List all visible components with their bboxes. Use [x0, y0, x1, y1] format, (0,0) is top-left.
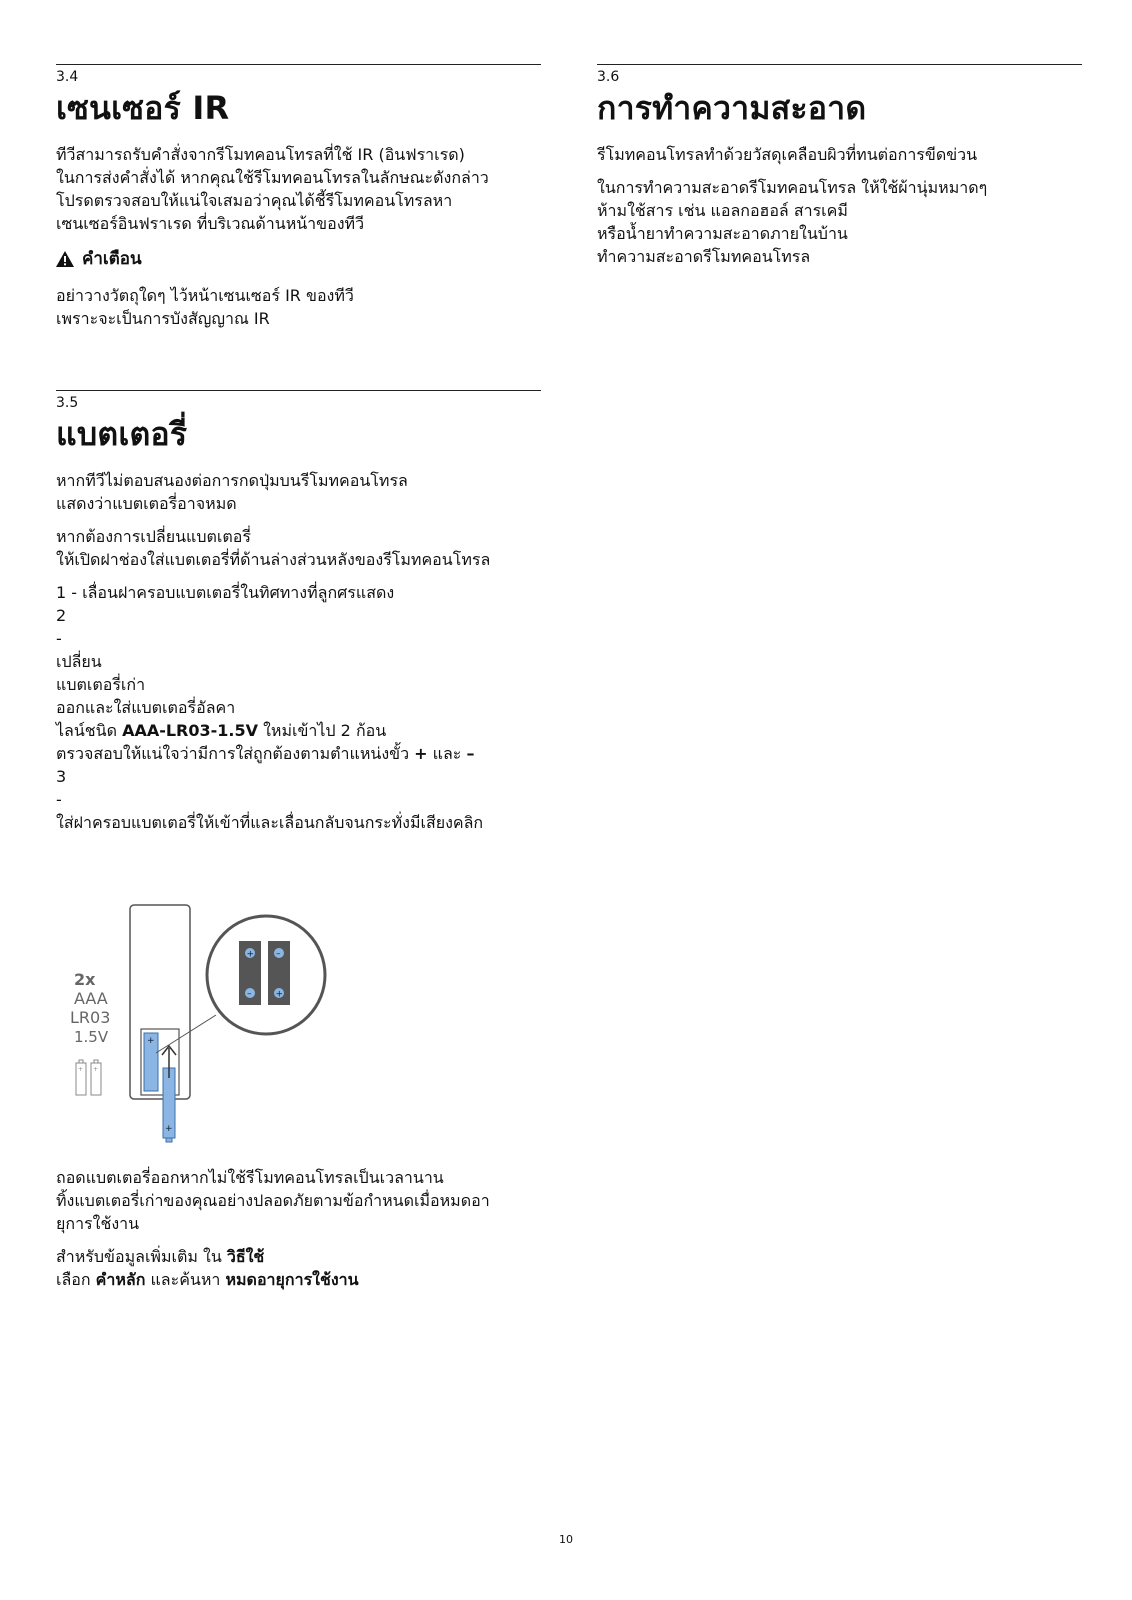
step-2-battery-type	[56, 719, 541, 742]
battery-paragraph-1	[56, 469, 541, 515]
battery-steps	[56, 581, 541, 834]
battery-model: AAA-LR03-1.5V	[122, 721, 258, 740]
minus-symbol: –	[466, 744, 475, 763]
battery-polarity-zoom-icon	[207, 916, 325, 1034]
more-info-line-2	[56, 1268, 541, 1291]
step-2-line: เปลี่ยน	[56, 652, 102, 671]
text-line: อย่าวางวัตถุใดๆ ไว้หน้าเซนเซอร์ IR ของทีวี	[56, 286, 354, 305]
svg-text:+: +	[165, 1124, 173, 1134]
disposal-paragraph	[56, 1166, 541, 1235]
more-info-line-1	[56, 1245, 541, 1268]
text-line: เซนเซอร์อินฟราเรด ที่บริเวณด้านหน้าของทีวี	[56, 214, 365, 233]
help-keyword: วิธีใช้	[226, 1247, 265, 1266]
svg-text:+: +	[93, 1066, 99, 1073]
text-run: ไลน์ชนิด	[56, 721, 123, 740]
text-line: ให้เปิดฝาช่องใส่แบตเตอรี่ที่ด้านล่างส่วนหลังของรีโมทคอนโทรล	[56, 550, 491, 569]
battery-disposal-section	[56, 1166, 541, 1301]
text-line: ในการส่งคำสั่งได้ หากคุณใช้รีโมทคอนโทรลในลักษณะดังกล่าว	[56, 168, 489, 187]
section-divider	[597, 64, 1082, 65]
text-line: หรือน้ำยาทำความสะอาดภายในบ้าน	[597, 224, 848, 243]
step-2-line: แบตเตอรี่เก่า	[56, 675, 146, 694]
text-line: โปรดตรวจสอบให้แน่ใจเสมอว่าคุณได้ชี้รีโมทคอนโทรลหา	[56, 191, 453, 210]
step-2-number: 2	[56, 606, 67, 625]
text-run: สำหรับข้อมูลเพิ่มเติม ใน	[56, 1247, 227, 1266]
text-line: ทีวีสามารถรับคำสั่งจากรีโมทคอนโทรลที่ใช้ IR (อินฟราเรด)	[56, 145, 465, 164]
small-batteries-icon	[76, 1060, 101, 1095]
section-number: 3.4	[56, 69, 79, 85]
section-title: การทำความสะอาด	[597, 89, 867, 127]
text-line: หากต้องการเปลี่ยนแบตเตอรี่	[56, 527, 251, 546]
text-run: ตรวจสอบให้แน่ใจว่ามีการใส่ถูกต้องตามตำแหน่งขั้ว	[56, 744, 415, 763]
plus-symbol: +	[414, 744, 428, 763]
section-cleaning	[597, 64, 1082, 278]
step-3-dash: -	[56, 790, 62, 809]
text-run: เลือก	[56, 1270, 96, 1289]
warning-paragraph	[56, 284, 541, 330]
text-line: ถอดแบตเตอรี่ออกหากไม่ใช้รีโมทคอนโทรลเป็นเวลานาน	[56, 1168, 444, 1187]
section-divider	[56, 64, 541, 65]
warning-title: คำเตือน	[82, 249, 142, 269]
more-info-paragraph	[56, 1245, 541, 1291]
text-line: แสดงว่าแบตเตอรี่อาจหมด	[56, 494, 237, 513]
svg-text:+: +	[147, 1036, 155, 1046]
text-line: ในการทำความสะอาดรีโมทคอนโทรล ให้ใช้ผ้านุ่มหมาดๆ	[597, 178, 988, 197]
svg-text:+: +	[246, 949, 255, 960]
text-run: และค้นหา	[145, 1270, 226, 1289]
text-line: ทิ้งแบตเตอรี่เก่าของคุณอย่างปลอดภัยตามข้อกำหนดเมื่อหมดอา	[56, 1191, 490, 1210]
cleaning-paragraph-1	[597, 143, 1082, 166]
illus-code-label: LR03	[70, 1008, 111, 1027]
text-line: เพราะจะเป็นการบังสัญญาณ IR	[56, 309, 270, 328]
illus-voltage-label: 1.5V	[74, 1028, 109, 1046]
keywords-term: คำหลัก	[95, 1270, 146, 1289]
step-3-number: 3	[56, 767, 67, 786]
svg-text:–: –	[247, 989, 252, 999]
illus-type-label: AAA	[74, 989, 108, 1008]
step-2-line: ออกและใส่แบตเตอรี่อัลคา	[56, 698, 236, 717]
text-line: ยุการใช้งาน	[56, 1214, 140, 1233]
text-line: รีโมทคอนโทรลทำด้วยวัสดุเคลือบผิวที่ทนต่อการขีดข่วน	[597, 145, 978, 164]
text-line: ห้ามใช้สาร เช่น แอลกอฮอล์ สารเคมี	[597, 201, 848, 220]
remote-back-icon	[130, 905, 216, 1142]
section-ir-sensor	[56, 64, 541, 340]
cleaning-paragraph-2	[597, 176, 1082, 268]
section-title: เซนเซอร์ IR	[56, 89, 230, 127]
ir-body-paragraph	[56, 143, 541, 235]
step-3-text: ใส่ฝาครอบแบตเตอรี่ให้เข้าที่และเลื่อนกลับจนกระทั่งมีเสียงคลิก	[56, 813, 484, 832]
illus-qty-label: 2x	[74, 970, 96, 989]
step-1: 1 - เลื่อนฝาครอบแบตเตอรี่ในทิศทางที่ลูกศรแสดง	[56, 583, 395, 602]
battery-replacement-illustration	[56, 903, 356, 1148]
warning-triangle-icon	[56, 251, 74, 267]
section-number: 3.5	[56, 395, 79, 411]
section-batteries	[56, 390, 541, 844]
text-line: หากทีวีไม่ตอบสนองต่อการกดปุ่มบนรีโมทคอนโทรล	[56, 471, 408, 490]
svg-text:+: +	[78, 1066, 84, 1073]
section-number: 3.6	[597, 69, 620, 85]
end-of-use-term: หมดอายุการใช้งาน	[225, 1270, 359, 1289]
page-number: 10	[559, 1533, 573, 1546]
warning-heading	[56, 245, 541, 272]
text-run: และ	[427, 744, 467, 763]
step-2-polarity	[56, 742, 541, 765]
svg-text:–: –	[276, 949, 281, 959]
step-2-dash: -	[56, 629, 62, 648]
text-line: ทำความสะอาดรีโมทคอนโทรล	[597, 247, 811, 266]
section-divider	[56, 390, 541, 391]
section-title: แบตเตอรี่	[56, 415, 188, 453]
text-run: ใหม่เข้าไป 2 ก้อน	[258, 721, 387, 740]
svg-text:+: +	[275, 989, 284, 1000]
battery-paragraph-2	[56, 525, 541, 571]
